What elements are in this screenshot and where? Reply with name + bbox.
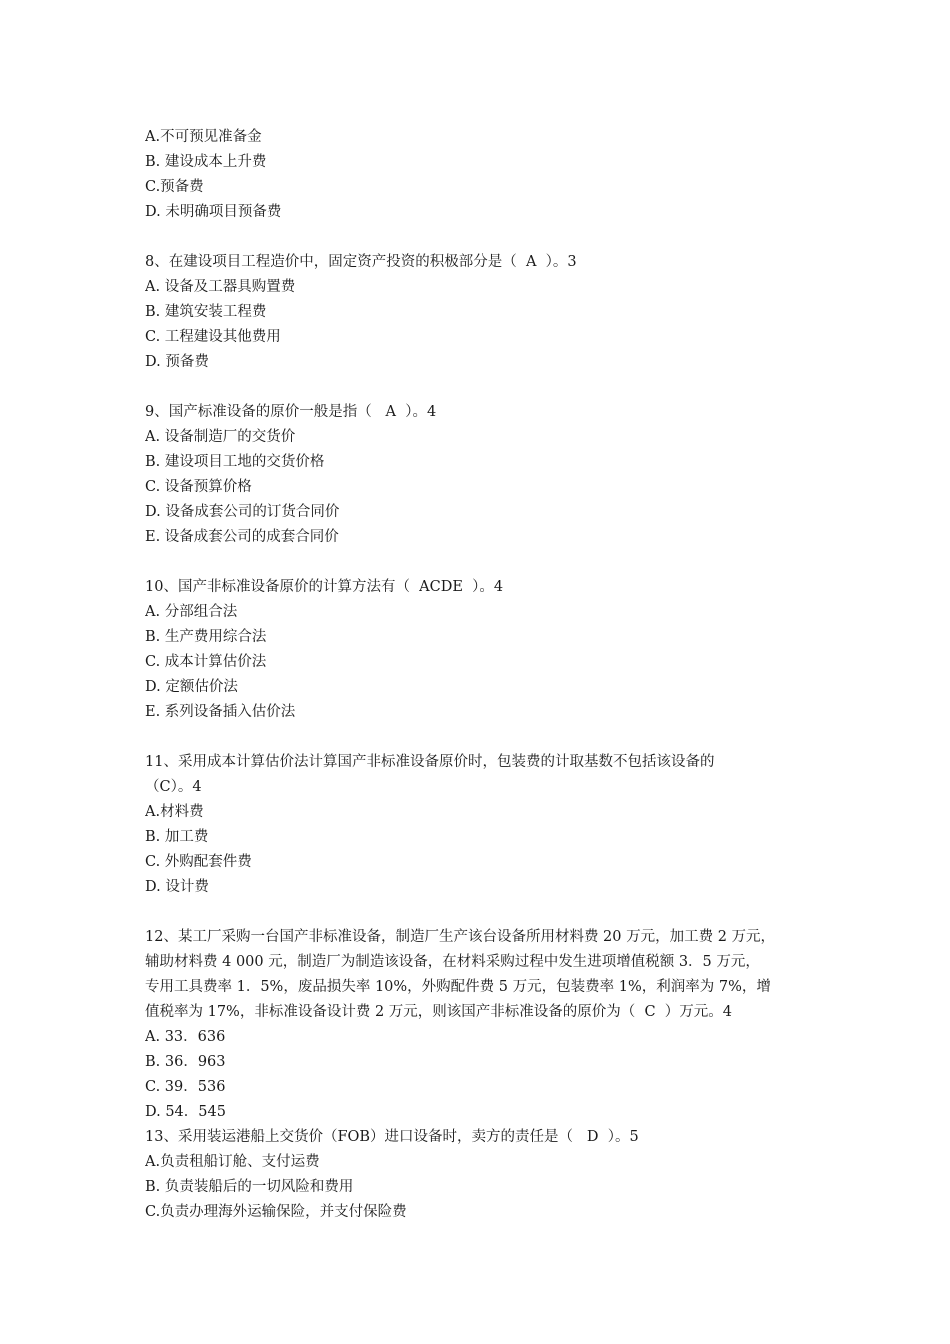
question-block	[145, 750, 865, 900]
option-line: A. 分部组合法	[145, 604, 238, 620]
option-line: D. 设备成套公司的订货合同价	[145, 504, 340, 520]
option-line: A.不可预见准备金	[145, 129, 262, 145]
question-text: 13、采用装运港船上交货价（FOB）进口设备时，卖方的责任是（ D ）。5	[145, 1129, 639, 1145]
option-line: B. 建筑安装工程费	[145, 304, 267, 320]
option-line: C. 工程建设其他费用	[145, 329, 281, 345]
option-line: C.预备费	[145, 179, 204, 195]
question-text: 10、国产非标准设备原价的计算方法有（ ACDE ）。4	[145, 579, 504, 595]
option-line: A. 33．636	[145, 1029, 226, 1045]
option-line: B. 生产费用综合法	[145, 629, 267, 645]
option-line: D. 54．545	[145, 1104, 226, 1120]
option-line: E. 设备成套公司的成套合同价	[145, 529, 339, 545]
option-line: A. 设备制造厂的交货价	[145, 429, 296, 445]
spacer	[145, 550, 865, 575]
question-block	[145, 575, 865, 725]
option-line: A.负责租船订舱、支付运费	[145, 1154, 320, 1170]
option-line: B. 负责装船后的一切风险和费用	[145, 1179, 354, 1195]
option-line: C. 成本计算估价法	[145, 654, 267, 670]
question-text: 12、某工厂采购一台国产非标准设备，制造厂生产该台设备所用材料费 20 万元，加工费 2 万元， 辅助材料费 4 000 元，制造厂为制造该设备，在材料采购过程中发生进项增值税额 3．5 万元， 专用工具费率 1．5%，废品损失率 10%，外购配件费 5 万元，包装费率 1%，利润率为 7%，增 值税率为 17%，非标准设备设计费 2 万元，则该国产非标准设备的原价为（ C ）万元。4	[145, 929, 776, 1020]
spacer	[145, 725, 865, 750]
question-block	[145, 125, 865, 225]
option-line: C. 设备预算价格	[145, 479, 252, 495]
document-page	[145, 125, 865, 1225]
option-line: B. 建设项目工地的交货价格	[145, 454, 325, 470]
option-line: E. 系列设备插入估价法	[145, 704, 296, 720]
option-line: B. 建设成本上升费	[145, 154, 267, 170]
option-line: B. 36．963	[145, 1054, 226, 1070]
option-line: C. 39．536	[145, 1079, 226, 1095]
question-block	[145, 400, 865, 550]
question-text: 9、国产标准设备的原价一般是指（ A ）。4	[145, 404, 437, 420]
spacer	[145, 900, 865, 925]
question-block	[145, 1125, 865, 1225]
question-block	[145, 250, 865, 375]
option-line: A.材料费	[145, 804, 204, 820]
option-line: D. 未明确项目预备费	[145, 204, 282, 220]
option-line: D. 设计费	[145, 879, 209, 895]
option-line: D. 定额估价法	[145, 679, 238, 695]
option-line: C. 外购配套件费	[145, 854, 252, 870]
question-text: 8、在建设项目工程造价中，固定资产投资的积极部分是（ A ）。3	[145, 254, 577, 270]
option-line: B. 加工费	[145, 829, 209, 845]
option-line: C.负责办理海外运输保险，并支付保险费	[145, 1204, 407, 1220]
option-line: D. 预备费	[145, 354, 209, 370]
question-text: 11、采用成本计算估价法计算国产非标准设备原价时，包装费的计取基数不包括该设备的 （C）。4	[145, 754, 715, 795]
option-line: A. 设备及工器具购置费	[145, 279, 296, 295]
spacer	[145, 375, 865, 400]
question-block	[145, 925, 865, 1125]
spacer	[145, 225, 865, 250]
